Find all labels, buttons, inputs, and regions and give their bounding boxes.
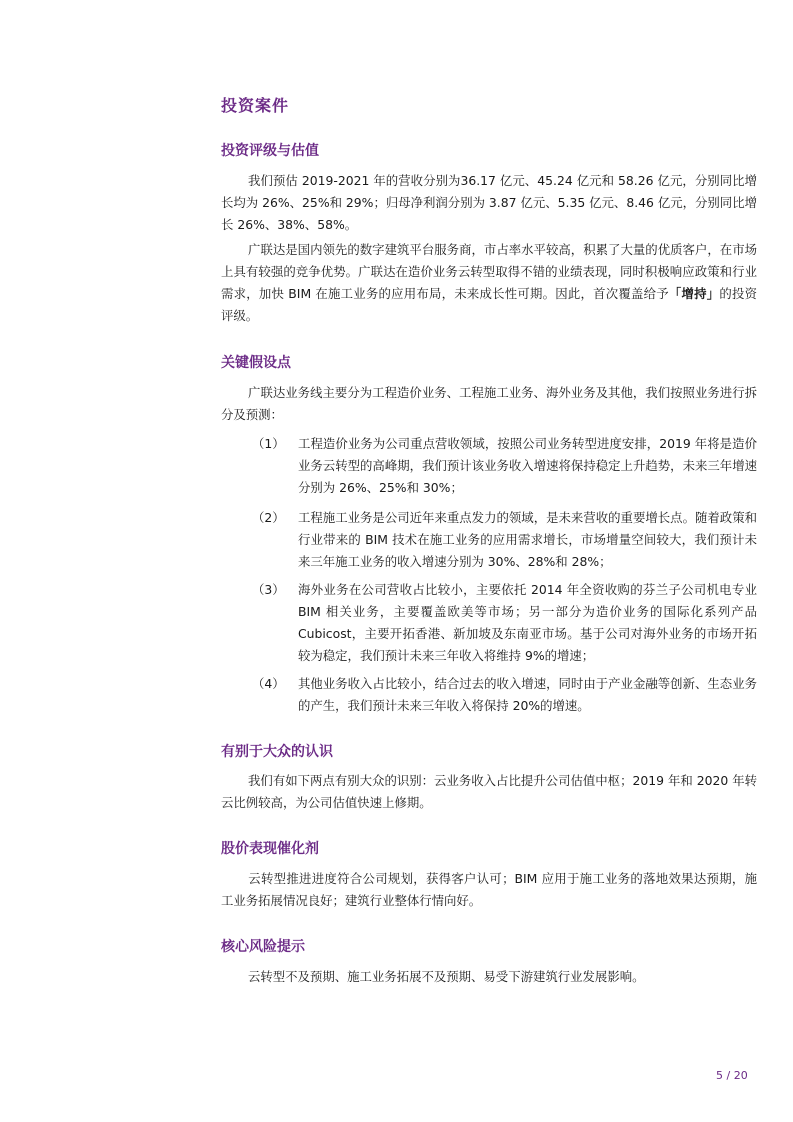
risk-paragraph-text: 云转型不及预期、施工业务拓展不及预期、易受下游建筑行业发展影响。: [248, 969, 645, 984]
assumption-item: [252, 433, 757, 499]
assumption-item-number: （2）: [252, 510, 285, 525]
rating-paragraph-2-tail: 的投资评级。: [221, 286, 758, 323]
assumption-item-number: （3）: [252, 582, 285, 597]
catalyst-paragraph-text: 云转型推进进度符合公司规划，获得客户认可；BIM 应用于施工业务的落地效果达预期，施工业务拓展情况良好；建筑行业整体行情向好。: [221, 871, 757, 908]
catalyst-paragraph: [221, 868, 757, 912]
assumptions-intro: [221, 382, 757, 426]
risk-heading: 核心风险提示: [221, 939, 305, 955]
different-paragraph-text: 我们有如下两点有别大众的识别：云业务收入占比提升公司估值中枢；2019 年和 2020 年转云比例较高，为公司估值快速上修期。: [221, 773, 757, 810]
assumption-item-text: 其他业务收入占比较小，结合过去的收入增速，同时由于产业金融等创新、生态业务的产生，我们预计未来三年收入将保持 20%的增速。: [298, 676, 757, 713]
risk-paragraph: [221, 966, 757, 988]
section-title: 投资案件: [221, 96, 290, 115]
rating-paragraph-1-text: 我们预估 2019-2021 年的营收分别为36.17 亿元、45.24 亿元和 58.26 亿元，分别同比增长均为 26%、25%和 29%；归母净利润分别为 3.87 亿元、5.35 亿元、8.46 亿元，分别同比增长 26%、38%、58%。: [221, 173, 757, 232]
different-paragraph: [221, 770, 757, 814]
assumptions-heading: 关键假设点: [221, 355, 291, 371]
assumption-item-text: 海外业务在公司营收占比较小，主要依托 2014 年全资收购的芬兰子公司机电专业 BIM 相关业务，主要覆盖欧美等市场；另一部分为造价业务的国际化系列产品 Cubicost，主要开拓香港、新加坡及东南亚市场。基于公司对海外业务的市场开拓较为稳定，我们预计未来三年收入将维持 9%的增速；: [298, 582, 757, 663]
rating-paragraph-2: [221, 239, 757, 327]
assumption-item: [252, 673, 757, 717]
rating-paragraph-1: [221, 170, 757, 236]
assumption-item-number: （1）: [252, 436, 285, 451]
assumptions-intro-text: 广联达业务线主要分为工程造价业务、工程施工业务、海外业务及其他，我们按照业务进行拆分及预测：: [221, 385, 757, 422]
rating-paragraph-2-text: 广联达是国内领先的数字建筑平台服务商，市占率水平较高，积累了大量的优质客户，在市场上具有较强的竞争优势。广联达在造价业务云转型取得不错的业绩表现，同时积极响应政策和行业需求，加快 BIM 在施工业务的应用布局，未来成长性可期。因此，首次覆盖给予: [221, 242, 757, 301]
different-heading: 有别于大众的认识: [221, 744, 333, 760]
assumption-item-text: 工程造价业务为公司重点营收领域，按照公司业务转型进度安排，2019 年将是造价业务云转型的高峰期，我们预计该业务收入增速将保持稳定上升趋势，未来三年增速分别为 26%、25%和 30%；: [298, 436, 757, 495]
rating-value: 「增持」: [668, 286, 720, 301]
assumption-item-number: （4）: [252, 676, 285, 691]
assumption-item-text: 工程施工业务是公司近年来重点发力的领域，是未来营收的重要增长点。随着政策和行业带来的 BIM 技术在施工业务的应用需求增长，市场增量空间较大，我们预计未来三年施工业务的收入增速分别为 30%、28%和 28%；: [298, 510, 757, 569]
rating-heading: 投资评级与估值: [221, 143, 319, 159]
catalyst-heading: 股价表现催化剂: [221, 841, 319, 857]
assumption-item: [252, 579, 757, 667]
page-number: 5 / 20: [716, 1069, 748, 1082]
assumption-item: [252, 507, 757, 573]
